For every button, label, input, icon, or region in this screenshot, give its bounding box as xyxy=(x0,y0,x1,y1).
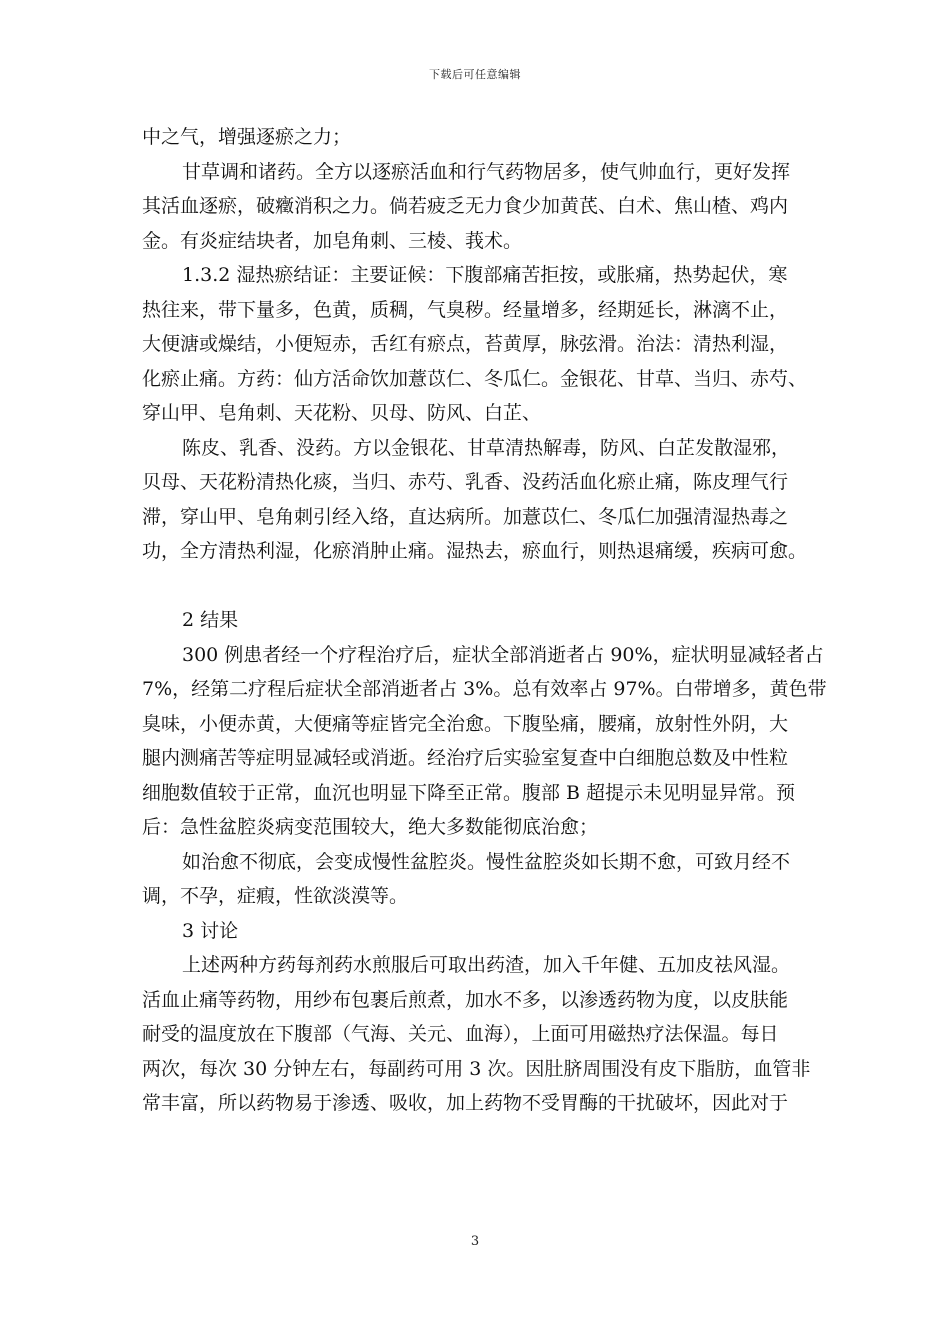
text-line: 甘草调和诸药。全方以逐瘀活血和行气药物居多，使气帅血行，更好发挥 xyxy=(182,160,791,183)
text-line: 后：急性盆腔炎病变范围较大，绝大多数能彻底治愈； xyxy=(142,816,599,838)
text-line: 功，全方清热利湿，化瘀消肿止痛。湿热去，瘀血行，则热退痛缓，疾病可愈。 xyxy=(142,540,808,562)
text-line: 耐受的温度放在下腹部（气海、关元、血海），上面可用磁热疗法保温。每日 xyxy=(142,1023,779,1045)
text-line: 化瘀止痛。方药：仙方活命饮加薏苡仁、冬瓜仁。金银花、甘草、当归、赤芍、 xyxy=(142,367,808,390)
text-line: 贝母、天花粉清热化痰，当归、赤芍、乳香、没药活血化瘀止痛，陈皮理气行 xyxy=(142,471,789,493)
text-line: 热往来，带下量多，色黄，质稠，气臭秽。经量增多，经期延长，淋漓不止， xyxy=(142,298,789,321)
text-line: 7%，经第二疗程后症状全部消逝者占 3%。总有效率占 97%。白带增多，黄色带 xyxy=(142,678,827,700)
text-line: 如治愈不彻底，会变成慢性盆腔炎。慢性盆腔炎如长期不愈，可致月经不 xyxy=(182,850,791,873)
text-line: 腿内测痛苦等症明显减轻或消逝。经治疗后实验室复查中白细胞总数及中性粒 xyxy=(142,747,789,769)
text-line: 常丰富，所以药物易于渗透、吸收，加上药物不受胃酶的干扰破坏，因此对于 xyxy=(142,1092,789,1114)
page-number: 3 xyxy=(470,1234,480,1249)
text-line: 金。有炎症结块者，加皂角刺、三棱、莪术。 xyxy=(142,229,523,252)
document-body xyxy=(142,120,827,1121)
text-line: 上述两种方药每剂药水煎服后可取出药渣，加入千年健、五加皮祛风湿。 xyxy=(182,954,791,976)
text-line: 调，不孕，症瘕，性欲淡漠等。 xyxy=(142,885,409,907)
blank-line xyxy=(142,569,812,604)
text-line: 中之气，增强逐瘀之力； xyxy=(142,126,352,148)
text-line: 其活血逐瘀，破癥消积之力。倘若疲乏无力食少加黄芪、白术、焦山楂、鸡内 xyxy=(142,195,789,217)
text-line: 穿山甲、皂角刺、天花粉、贝母、防风、白芷、 xyxy=(142,402,542,424)
text-line: 两次，每次 30 分钟左右，每副药可用 3 次。因肚脐周围没有皮下脂肪，血管非 xyxy=(142,1057,811,1080)
text-line: 臭味，小便赤黄，大便痛等症皆完全治愈。下腹坠痛，腰痛，放射性外阴，大 xyxy=(142,712,789,735)
text-line: 细胞数值较于正常，血沉也明显下降至正常。腹部 B 超提示未见明显异常。预 xyxy=(142,781,796,804)
text-line: 陈皮、乳香、没药。方以金银花、甘草清热解毒，防风、白芷发散湿邪， xyxy=(182,436,791,459)
text-line: 大便溏或燥结，小便短赤，舌红有瘀点，苔黄厚，脉弦滑。治法：清热利湿， xyxy=(142,333,789,355)
text-line: 3 讨论 xyxy=(182,919,239,942)
text-line: 2 结果 xyxy=(182,609,239,631)
text-line: 300 例患者经一个疗程治疗后，症状全部消逝者占 90%，症状明显减轻者占 xyxy=(182,643,824,666)
page-header: 下载后可任意编辑 xyxy=(429,68,521,81)
text-line: 1.3.2 湿热瘀结证：主要证候：下腹部痛苦拒按，或胀痛，热势起伏，寒 xyxy=(182,264,788,286)
text-line: 滞，穿山甲、皂角刺引经入络，直达病所。加薏苡仁、冬瓜仁加强清湿热毒之 xyxy=(142,505,789,528)
text-line: 活血止痛等药物，用纱布包裹后煎煮，加水不多，以渗透药物为度，以皮肤能 xyxy=(142,988,789,1011)
